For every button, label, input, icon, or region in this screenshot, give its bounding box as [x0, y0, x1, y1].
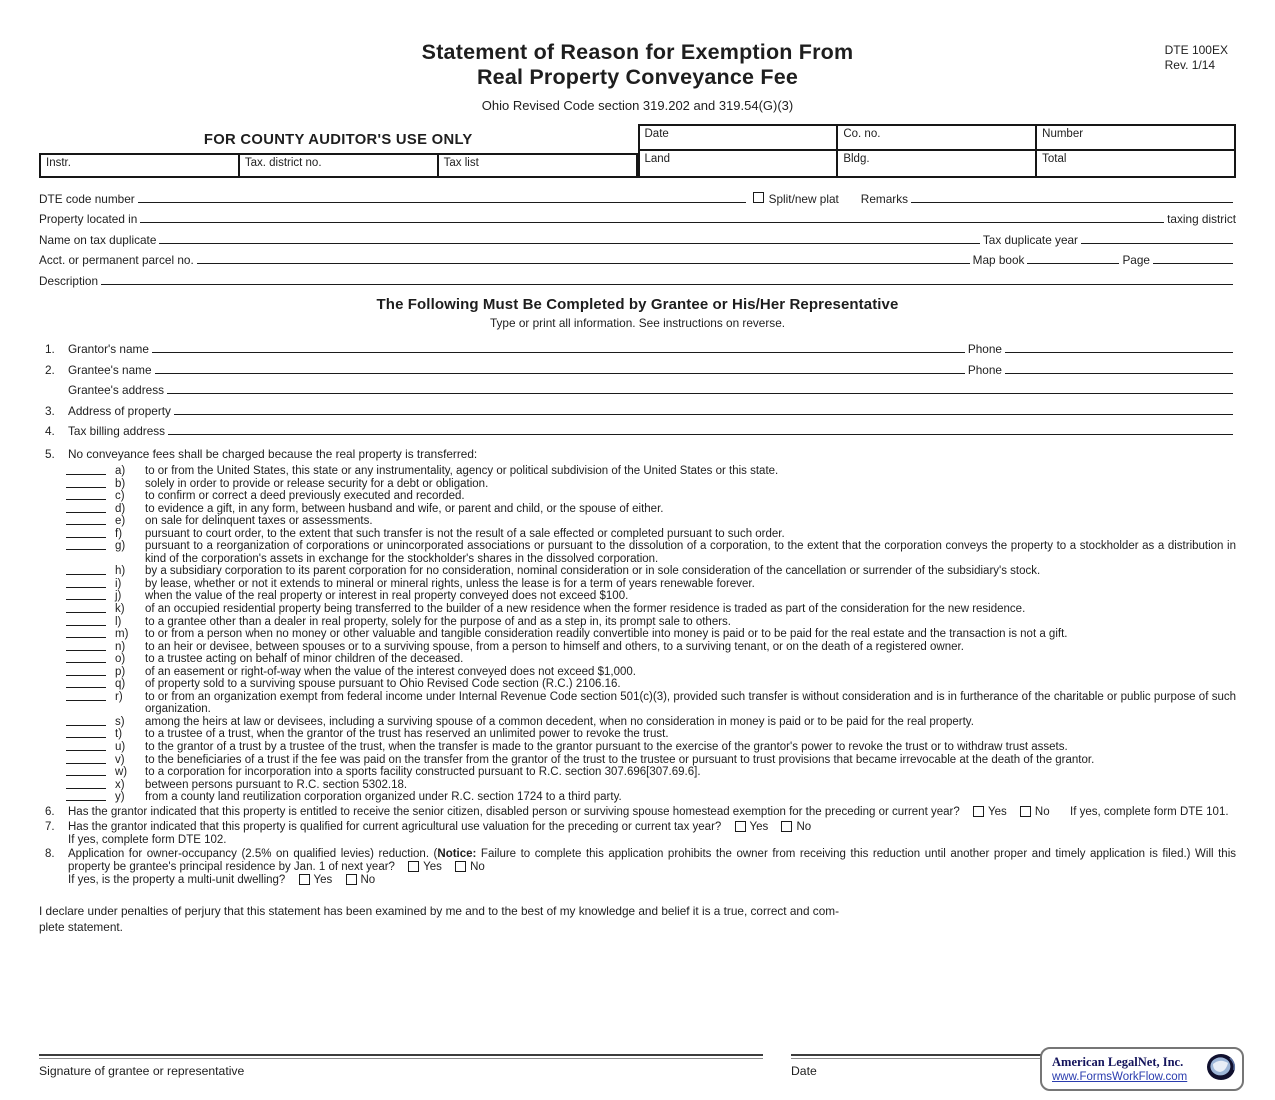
reason-select-line[interactable] — [66, 779, 106, 789]
reason-select-line[interactable] — [66, 791, 106, 801]
vendor-company-name: American LegalNet, Inc. — [1052, 1055, 1184, 1069]
reason-letter: r) — [115, 690, 123, 703]
auditor-tax-list-label: Tax list — [443, 157, 479, 169]
item5-intro-text: No conveyance fees shall be charged because the real property is transferred: — [68, 447, 478, 461]
exemption-reason-row — [39, 515, 1236, 528]
exemption-reason-row — [39, 616, 1236, 629]
auditor-co-no-cell[interactable] — [838, 126, 1037, 149]
description-input-line[interactable] — [101, 284, 1233, 285]
reason-select-line[interactable] — [66, 478, 106, 488]
reason-letter: h) — [115, 565, 126, 578]
exemption-reason-row — [39, 728, 1236, 741]
reason-select-line[interactable] — [66, 728, 106, 738]
reason-select-line[interactable] — [66, 653, 106, 663]
reason-letter: o) — [115, 653, 126, 666]
auditor-tax-district-cell[interactable] — [240, 155, 439, 176]
reason-letter: t) — [115, 728, 123, 741]
reason-letter: s) — [115, 715, 125, 728]
reason-letter: g) — [115, 540, 126, 553]
item7-yes-label: Yes — [749, 820, 769, 833]
reason-text: pursuant to a reorganization of corporations or unincorporated associations or pursuant to the dissolution of a corporation, to the extent that the corporation conveys the property to a stockholder as a distribution in kind of the corporation's assets in exchange for the stockholder's shares in the dissolved corporation. — [145, 540, 1236, 565]
reason-select-line[interactable] — [66, 754, 106, 764]
item6-no-label: No — [1034, 805, 1050, 818]
item7-no-label: No — [796, 820, 812, 833]
auditor-tax-district-label: Tax. district no. — [244, 157, 322, 169]
reason-letter: i) — [115, 577, 122, 590]
reason-letter: c) — [115, 490, 125, 503]
vendor-text — [1052, 1055, 1203, 1083]
auditor-right-row1 — [640, 126, 1235, 151]
reason-letter: w) — [115, 766, 128, 779]
reason-text: when the value of the real property or interest in real property conveyed does not exceed $100. — [145, 590, 629, 603]
item8-multiunit-no-checkbox[interactable] — [346, 874, 357, 885]
page-label: Page — [1122, 253, 1150, 267]
form-title — [39, 40, 1236, 90]
form-code-block — [1165, 43, 1228, 73]
item8-body: Failure to complete this application prohibits the owner from receiving this reduction until another proper and timely application is filed.) Will this property be grantee's principal residence by Jan. 1 of next year? — [68, 848, 1236, 874]
item8-text — [68, 848, 1236, 874]
reason-text: among the heirs at law or devisees, including a surviving spouse of a common decedent, when no consideration in money is paid or to be paid for the real property. — [145, 715, 974, 728]
reason-select-line[interactable] — [66, 716, 106, 726]
grantee-name-row — [39, 356, 1236, 377]
item8-yes-checkbox[interactable] — [408, 861, 419, 872]
exemption-reason-row — [39, 528, 1236, 541]
reason-letter: q) — [115, 678, 126, 691]
name-on-tax-duplicate-label: Name on tax duplicate — [39, 232, 157, 247]
auditor-number-cell[interactable] — [1037, 126, 1234, 149]
reason-letter: a) — [115, 465, 126, 477]
reason-text: to confirm or correct a deed previously executed and recorded. — [145, 490, 465, 503]
exemption-reasons-list — [39, 465, 1236, 804]
signature-line[interactable] — [39, 1054, 763, 1059]
reason-select-line[interactable] — [66, 503, 106, 513]
form-revision: Rev. 1/14 — [1164, 58, 1216, 72]
item8-multiunit-yes-label: Yes — [313, 874, 333, 887]
dte-code-input-line[interactable] — [138, 202, 746, 203]
exemption-reason-row — [39, 766, 1236, 779]
item8-number: 8. — [45, 848, 55, 861]
reason-letter: x) — [115, 778, 125, 791]
exemption-reason-row — [39, 503, 1236, 516]
reason-text: to evidence a gift, in any form, between husband and wife, or parent and child, or the spouse of either. — [145, 502, 664, 515]
reason-letter: m) — [115, 628, 129, 641]
map-book-label: Map book — [972, 253, 1025, 267]
exemption-reason-row — [39, 628, 1236, 641]
perjury-declaration — [39, 903, 1236, 935]
reason-text: between persons pursuant to R.C. section 5302.18. — [145, 778, 408, 791]
reason-select-line[interactable] — [66, 515, 106, 525]
name-on-tax-duplicate-input-line[interactable] — [159, 243, 980, 244]
exemption-reason-row — [39, 465, 1236, 478]
declaration-line1: I declare under penalties of perjury that this statement has been examined by me and to the best of my knowledge and belief it is a true, correct and com- — [39, 904, 840, 919]
property-address-input-line[interactable] — [174, 414, 1233, 415]
reason-letter: b) — [115, 477, 126, 490]
item5-intro-row — [39, 447, 1236, 461]
reason-text: to a trustee of a trust, when the grantor of the trust has reserved an unlimited power to revoke the trust. — [145, 728, 669, 741]
tax-duplicate-year-input-line[interactable] — [1081, 243, 1233, 244]
reason-text: solely in order to provide or release security for a debt or obligation. — [145, 477, 489, 490]
grantee-name-input-line[interactable] — [155, 373, 965, 374]
auditor-land-cell[interactable] — [640, 151, 839, 176]
item1-number: 1. — [45, 342, 55, 356]
reason-text: to or from an organization exempt from federal income under Internal Revenue Code section 501(c)(3), provided such transfer is without consideration and is in furtherance of the charitable or public purpose of such organization. — [145, 690, 1236, 716]
auditor-instr-cell[interactable] — [41, 155, 240, 176]
reason-select-line[interactable] — [66, 490, 106, 500]
exemption-reason-row — [39, 754, 1236, 767]
taxing-district-label: taxing district — [1167, 212, 1236, 226]
auditor-left-row — [39, 153, 638, 178]
reason-text: by lease, whether or not it extends to mineral or mineral rights, unless the lease is for a term of years renewable forever. — [145, 577, 755, 590]
signature-label: Signature of grantee or representative — [39, 1064, 245, 1078]
reason-text: to a corporation for incorporation into a sports facility constructed pursuant to R.C. section 307.696[307.69.6]. — [145, 766, 701, 779]
reason-letter: d) — [115, 502, 126, 515]
item4-number: 4. — [45, 424, 55, 438]
item7-no-checkbox[interactable] — [781, 821, 792, 832]
exemption-reason-row — [39, 641, 1236, 654]
remarks-label: Remarks — [860, 191, 908, 206]
item8-followup-question: If yes, is the property a multi-unit dwelling? — [68, 874, 286, 887]
reason-letter: n) — [115, 640, 126, 653]
auditor-use-table — [39, 124, 1236, 178]
grantee-phone-label: Phone — [967, 362, 1002, 377]
vendor-url-link[interactable]: www.FormsWorkFlow.com — [1052, 1071, 1188, 1083]
item8-followup-row — [68, 874, 1236, 887]
page-input-line[interactable] — [1153, 263, 1233, 264]
reason-select-line[interactable] — [66, 565, 106, 575]
item7-followup: If yes, complete form DTE 102. — [68, 833, 227, 846]
auditor-total-cell[interactable] — [1037, 151, 1234, 176]
item6-number: 6. — [45, 805, 55, 818]
grantor-phone-input-line[interactable] — [1005, 352, 1233, 353]
item6-text — [68, 806, 1236, 819]
tax-duplicate-year-label: Tax duplicate year — [982, 232, 1078, 247]
item7-yes-checkbox[interactable] — [735, 821, 746, 832]
item7-question: Has the grantor indicated that this property is qualified for current agricultural use valuation for the preceding or current tax year? — [68, 820, 722, 833]
item8-row — [39, 848, 1236, 874]
auditor-instr-label: Instr. — [46, 157, 71, 169]
exemption-reason-row — [39, 478, 1236, 491]
section-instruction: Type or print all information. See instructions on reverse. — [489, 315, 786, 330]
item8-no-checkbox[interactable] — [455, 861, 466, 872]
reason-select-line[interactable] — [66, 766, 106, 776]
exemption-reason-row — [39, 578, 1236, 591]
grantor-name-row — [39, 336, 1236, 357]
exemption-reason-row — [39, 666, 1236, 679]
item7-row — [39, 821, 1236, 834]
section-heading: The Following Must Be Completed by Grantee or His/Her Representative — [376, 295, 899, 313]
reason-select-line[interactable] — [66, 528, 106, 538]
auditor-left-section — [39, 124, 638, 178]
item6-yes-checkbox[interactable] — [973, 806, 984, 817]
auditor-land-label: Land — [644, 153, 671, 165]
grantee-name-label: Grantee's name — [68, 362, 152, 377]
reason-letter: j) — [115, 590, 122, 603]
item6-question: Has the grantor indicated that this property is entitled to receive the senior citizen, disabled person or surviving spouse homestead exemption for the preceding or current year? — [68, 805, 960, 818]
reason-text: to the grantor of a trust by a trustee of the trust, when the transfer is made to the grantor pursuant to the exercise of the grantor's power to revoke the trust or to withdraw trust assets. — [145, 741, 1068, 754]
auditor-tax-list-cell[interactable] — [439, 155, 636, 176]
item7-text — [68, 821, 1236, 834]
property-address-label: Address of property — [68, 403, 171, 418]
auditor-number-label: Number — [1042, 128, 1084, 140]
item6-row — [39, 806, 1236, 819]
grantor-grantee-fields — [39, 336, 1236, 439]
reason-select-line[interactable] — [66, 691, 106, 701]
exemption-reason-row — [39, 779, 1236, 792]
exemption-reason-row — [39, 678, 1236, 691]
globe-icon — [1205, 1052, 1237, 1087]
split-new-plat-label: Split/new plat — [768, 191, 839, 206]
reason-text: to the beneficiaries of a trust if the fee was paid on the transfer from the grantor of the trust to the trustee or pursuant to trust provisions that became irrevocable at the death of the grantor. — [145, 753, 1095, 766]
property-located-row — [39, 206, 1236, 227]
grantee-address-label: Grantee's address — [68, 383, 165, 397]
item6-yes-label: Yes — [987, 805, 1007, 818]
form-title-line2: Real Property Conveyance Fee — [476, 65, 799, 89]
description-row — [39, 267, 1236, 288]
reason-letter: v) — [115, 753, 125, 766]
reason-text: to a trustee acting on behalf of minor children of the deceased. — [145, 653, 464, 666]
reason-select-line[interactable] — [66, 741, 106, 751]
item3-number: 3. — [45, 403, 55, 418]
property-address-row — [39, 397, 1236, 418]
exemption-reason-row — [39, 565, 1236, 578]
auditor-date-label: Date — [644, 128, 669, 140]
exemption-reason-row — [39, 603, 1236, 616]
reason-select-line[interactable] — [66, 678, 106, 688]
map-book-input-line[interactable] — [1027, 263, 1119, 264]
reason-select-line[interactable] — [66, 628, 106, 638]
reason-text: pursuant to court order, to the extent that such transfer is not the result of a sale effected or completed pursuant to such order. — [145, 527, 785, 540]
form-header — [39, 40, 1236, 113]
form-title-line1: Statement of Reason for Exemption From — [421, 40, 854, 64]
reason-text: to an heir or devisee, between spouses or to a surviving spouse, from a person to himself and others, to a surviving tenant, or on the death of a registered owner. — [145, 640, 964, 653]
auditor-right-row2 — [640, 151, 1235, 176]
auditor-bldg-cell[interactable] — [838, 151, 1037, 176]
item8-notice-label: Notice: — [437, 848, 477, 861]
tax-billing-address-row — [39, 418, 1236, 439]
acct-parcel-input-line[interactable] — [197, 263, 970, 264]
exemption-reason-row — [39, 791, 1236, 804]
item6-no-checkbox[interactable] — [1020, 806, 1031, 817]
reason-text: of an easement or right-of-way when the value of the interest conveyed does not exceed $1,000. — [145, 665, 636, 678]
acct-parcel-row — [39, 247, 1236, 268]
top-fields — [39, 185, 1236, 288]
reason-text: by a subsidiary corporation to its parent corporation for no consideration, nominal consideration or in sole consideration of the cancellation or surrender of the subsidiary's stock. — [145, 565, 1041, 578]
item8-lead: Application for owner-occupancy (2.5% on qualified levies) reduction. ( — [68, 848, 438, 861]
tax-billing-address-input-line[interactable] — [168, 434, 1233, 435]
split-new-plat-checkbox[interactable] — [753, 192, 764, 203]
grantee-address-row — [39, 377, 1236, 398]
item2-number: 2. — [45, 362, 55, 377]
reason-text: of an occupied residential property being transferred to the builder of a new residence when the former residence is traded as part of the consideration for the new residence. — [145, 603, 1026, 616]
grantor-name-input-line[interactable] — [152, 352, 965, 353]
form-statute: Ohio Revised Code section 319.202 and 319.54(G)(3) — [481, 98, 794, 113]
reason-select-line[interactable] — [66, 590, 106, 600]
reason-letter: y) — [115, 791, 125, 804]
signature-block — [39, 1054, 763, 1078]
reason-select-line[interactable] — [66, 540, 106, 550]
reason-select-line[interactable] — [66, 603, 106, 613]
reason-letter: e) — [115, 515, 126, 528]
reason-letter: f) — [115, 527, 123, 540]
auditor-total-label: Total — [1042, 153, 1067, 165]
item5-number: 5. — [45, 447, 55, 461]
reason-text: to or from a person when no money or other valuable and tangible consideration readily convertible into money is paid or to be paid for the real estate and the transaction is not a gift. — [145, 628, 1068, 641]
auditor-right-section — [638, 124, 1237, 178]
auditor-co-no-label: Co. no. — [843, 128, 881, 140]
exemption-reason-row — [39, 590, 1236, 603]
property-located-input-line[interactable] — [140, 222, 1164, 223]
reason-text: of property sold to a surviving spouse pursuant to Ohio Revised Code section (R.C.) 2106.16. — [145, 678, 621, 691]
reason-text: to or from the United States, this state or any instrumentality, agency or political subdivision of the United States or this state. — [145, 465, 779, 477]
item8-no-label: No — [470, 861, 485, 874]
exemption-reason-row — [39, 691, 1236, 716]
date-label: Date — [791, 1064, 817, 1078]
exemption-reason-row — [39, 741, 1236, 754]
form-number: DTE 100EX — [1164, 43, 1228, 57]
grantor-name-label: Grantor's name — [68, 342, 149, 356]
item8-multiunit-no-label: No — [360, 874, 376, 887]
reason-text: from a county land reutilization corporation organized under R.C. section 1724 to a third party. — [145, 791, 622, 804]
property-located-label: Property located in — [39, 212, 138, 226]
reason-select-line[interactable] — [66, 465, 106, 475]
dte-code-label: DTE code number — [39, 191, 135, 206]
auditor-bldg-label: Bldg. — [843, 153, 870, 165]
reason-text: on sale for delinquent taxes or assessments. — [145, 515, 373, 528]
reason-letter: u) — [115, 741, 126, 754]
grantor-phone-label: Phone — [967, 342, 1002, 356]
reason-select-line[interactable] — [66, 666, 106, 676]
item8-yes-label: Yes — [423, 861, 442, 874]
reason-select-line[interactable] — [66, 641, 106, 651]
auditor-heading: FOR COUNTY AUDITOR'S USE ONLY — [203, 132, 473, 148]
exemption-reason-row — [39, 490, 1236, 503]
item8-multiunit-yes-checkbox[interactable] — [299, 874, 310, 885]
exemption-reason-row — [39, 716, 1236, 729]
reason-letter: p) — [115, 665, 126, 678]
exemption-reason-row — [39, 653, 1236, 666]
exemption-reason-row — [39, 540, 1236, 565]
auditor-date-cell[interactable] — [640, 126, 839, 149]
description-label: Description — [39, 273, 99, 288]
item7-number: 7. — [45, 820, 55, 833]
dte-code-row — [39, 185, 1236, 206]
acct-parcel-label: Acct. or permanent parcel no. — [39, 253, 194, 267]
grantee-phone-input-line[interactable] — [1005, 373, 1233, 374]
declaration-line2: plete statement. — [39, 920, 123, 935]
name-on-tax-duplicate-row — [39, 226, 1236, 247]
reason-select-line[interactable] — [66, 578, 106, 588]
vendor-logo-box — [1040, 1047, 1244, 1091]
item6-followup: If yes, complete form DTE 101. — [1070, 805, 1229, 818]
reason-text: to a grantee other than a dealer in real property, solely for the purpose of and as a step in, its prompt sale to others. — [145, 615, 731, 628]
remarks-input-line[interactable] — [911, 202, 1233, 203]
tax-billing-address-label: Tax billing address — [68, 424, 166, 438]
reason-letter: l) — [115, 615, 122, 628]
grantee-address-input-line[interactable] — [167, 393, 1233, 394]
reason-letter: k) — [115, 603, 125, 616]
reason-select-line[interactable] — [66, 616, 106, 626]
